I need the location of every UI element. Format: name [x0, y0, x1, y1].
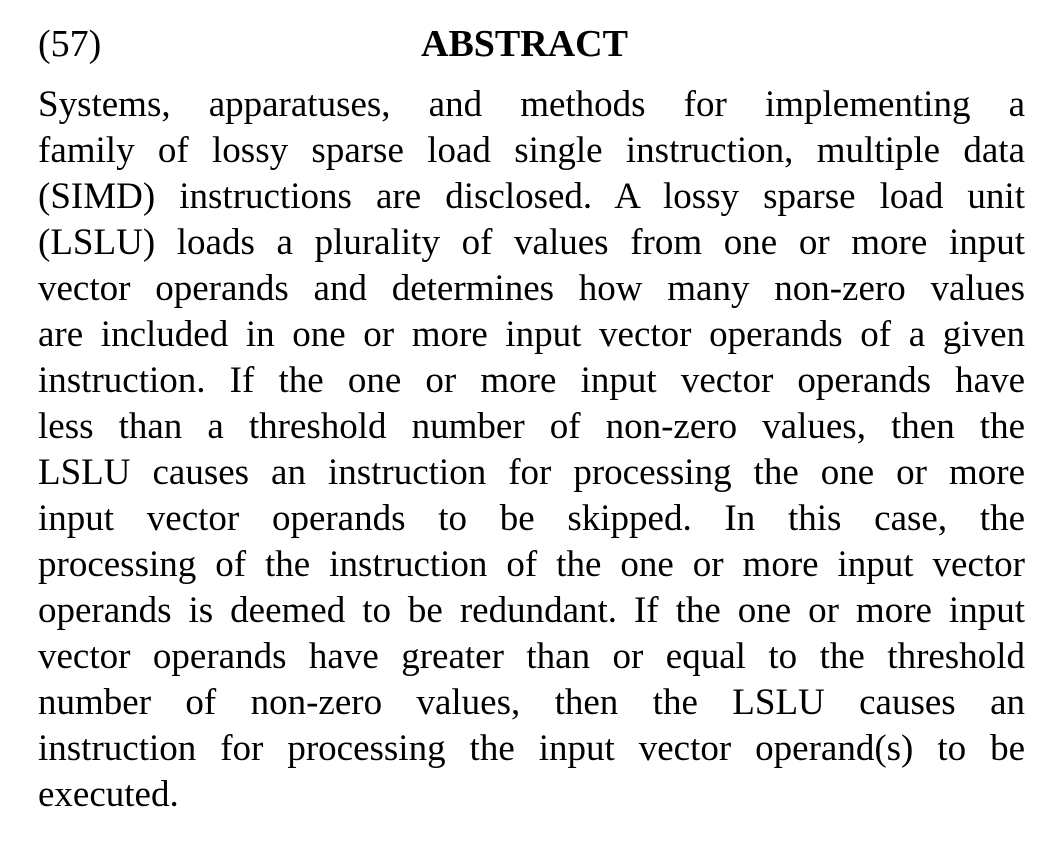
abstract-header: [38, 20, 1025, 68]
abstract-line: family of lossy sparse load single instruction, multiple data: [38, 130, 1025, 171]
abstract-line: (LSLU) loads a plurality of values from one or more input: [38, 222, 1025, 263]
abstract-line: input vector operands to be skipped. In this case, the: [38, 498, 1025, 539]
abstract-line: instruction for processing the input vector operand(s) to be: [38, 728, 1025, 769]
field-code: (57): [38, 23, 102, 65]
abstract-line: Systems, apparatuses, and methods for implementing a: [38, 84, 1025, 125]
abstract-line: are included in one or more input vector operands of a given: [38, 314, 1025, 355]
abstract-line: less than a threshold number of non-zero values, then the: [38, 406, 1025, 447]
abstract-line: vector operands have greater than or equal to the threshold: [38, 636, 1025, 677]
abstract-line: number of non-zero values, then the LSLU causes an: [38, 682, 1025, 723]
abstract-text: [38, 82, 1025, 818]
abstract-line: processing of the instruction of the one or more input vector: [38, 544, 1025, 585]
abstract-line: (SIMD) instructions are disclosed. A lossy sparse load unit: [38, 176, 1025, 217]
abstract-line: LSLU causes an instruction for processing the one or more: [38, 452, 1025, 493]
abstract-line: vector operands and determines how many non-zero values: [38, 268, 1025, 309]
abstract-line: instruction. If the one or more input vector operands have: [38, 360, 1025, 401]
abstract-line: operands is deemed to be redundant. If the one or more input: [38, 590, 1025, 631]
abstract-title: ABSTRACT: [421, 23, 628, 65]
abstract-line: executed.: [38, 774, 179, 815]
